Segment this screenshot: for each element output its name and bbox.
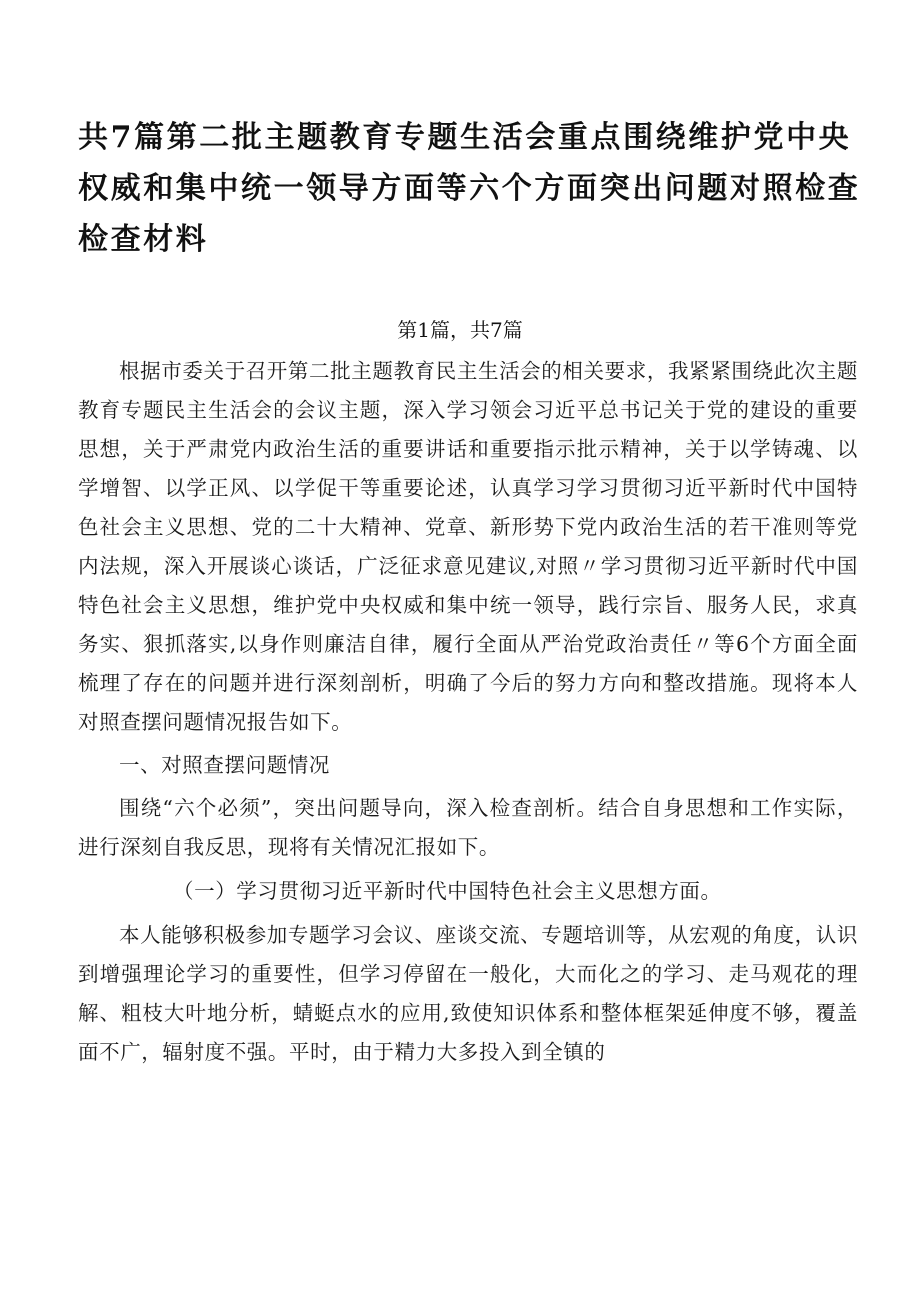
- paragraph-study: 本人能够积极参加专题学习会议、座谈交流、专题培训等，从宏观的角度，认识到增强理论学习的重要性，但学习停留在一般化，大而化之的学习、走马观花的理解、粗枝大叶地分析，蜻蜓点水的应用,致使知识体系和整体框架延伸度不够，覆盖面不广，辐射度不强。平时，由于精力大多投入到全镇的: [78, 923, 858, 1064]
- heading-subsection-one: （一）学习贯彻习近平新时代中国特色社会主义思想方面。: [173, 879, 722, 903]
- heading-section-one: 一、对照查摆问题情况: [119, 753, 330, 777]
- paragraph-overview: 围绕“六个必须”，突出问题导向，深入检查剖析。结合自身思想和工作实际，进行深刻自我反思，现将有关情况汇报如下。: [78, 796, 858, 859]
- document-body: [78, 352, 858, 1072]
- document-title: 共7篇第二批主题教育专题生活会重点围绕维护党中央权威和集中统一领导方面等六个方面突出问题对照检查检查材料: [78, 120, 861, 257]
- part-heading: 第1篇，共7篇: [397, 318, 523, 342]
- paragraph-intro: 根据市委关于召开第二批主题教育民主生活会的相关要求，我紧紧围绕此次主题教育专题民主生活会的会议主题，深入学习领会习近平总书记关于党的建设的重要思想，关于严肃党内政治生活的重要讲话和重要指示批示精神，关于以学铸魂、以学增智、以学正风、以学促干等重要论述，认真学习学习贯彻习近平新时代中国特色社会主义思想、党的二十大精神、党章、新形势下党内政治生活的若干准则等党内法规，深入开展谈心谈话，广泛征求意见建议,对照〃学习贯彻习近平新时代中国特色社会主义思想，维护党中央权威和集中统一领导，践行宗旨、服务人民，求真务实、狠抓落实,以身作则廉洁自律，履行全面从严治党政治责任〃等6个方面全面梳理了存在的问题并进行深刻剖析，明确了今后的努力方向和整改措施。现将本人对照查摆问题情况报告如下。: [78, 359, 858, 734]
